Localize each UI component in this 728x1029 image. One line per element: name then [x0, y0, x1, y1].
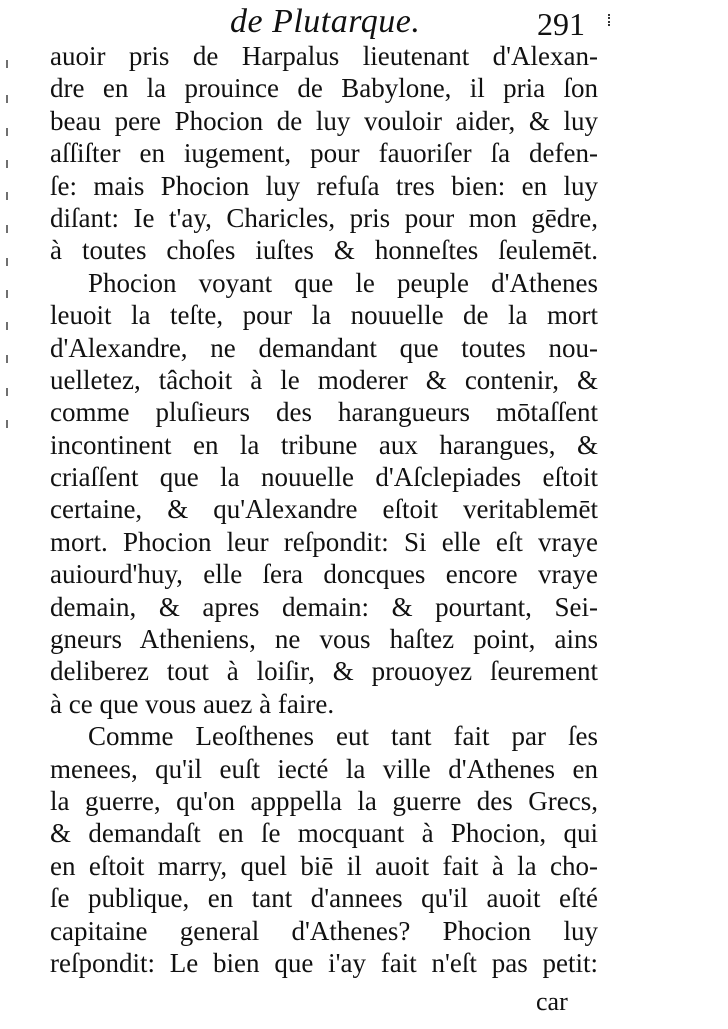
text-line: auiourd'huy, elle ſera doncques encore vraye [50, 559, 598, 590]
paragraph [50, 720, 598, 979]
text-line: gneurs Atheniens, ne vous haſtez point, ains [50, 624, 598, 655]
text-line: mort. Phocion leur reſpondit: Si elle eſt vraye [50, 526, 598, 557]
text-line: & demandaſt en ſe mocquant à Phocion, qui [50, 818, 598, 849]
text-line: diſant: Ie t'ay, Charicles, pris pour mon gēdre, [50, 202, 598, 233]
text-line: en eſtoit marry, quel biē il auoit fait à la cho- [50, 850, 598, 881]
margin-mark [608, 14, 613, 26]
text-line: menees, qu'il euſt iecté la ville d'Athenes en [50, 753, 598, 784]
text-line: capitaine general d'Athenes? Phocion luy [50, 915, 598, 946]
text-line: ſe: mais Phocion luy refuſa tres bien: en luy [50, 170, 598, 201]
running-title: de Plutarque. [230, 3, 421, 40]
text-line: Phocion voyant que le peuple d'Athenes [88, 267, 598, 298]
text-line: leuoit la teſte, pour la nouuelle de la mort [50, 300, 598, 331]
text-line: beau pere Phocion de luy vouloir aider, & luy [50, 105, 598, 136]
text-line: Comme Leoſthenes eut tant fait par ſes [88, 721, 598, 752]
text-line: d'Alexandre, ne demandant que toutes nou- [50, 332, 598, 363]
text-line: uelletez, tâchoit à le moderer & contenir, & [50, 364, 598, 395]
catchword: car [536, 987, 568, 1016]
text-line: certaine, & qu'Alexandre eſtoit veritablemēt [50, 494, 598, 525]
text-line: à ce que vous auez à faire. [50, 688, 335, 719]
text-line: reſpondit: Le bien que i'ay fait n'eſt pas petit: [50, 947, 598, 978]
paragraph [50, 40, 598, 267]
text-line: deliberez tout à loiſir, & prouoyez ſeurement [50, 656, 598, 687]
text-line: demain, & apres demain: & pourtant, Sei- [50, 591, 598, 622]
text-line: incontinent en la tribune aux harangues, & [50, 429, 598, 460]
text-line: à toutes choſes iuſtes & honneſtes ſeulemēt. [50, 235, 598, 266]
text-line: criaſſent que la nouuelle d'Aſclepiades eſtoit [50, 462, 598, 493]
text-line: ſe publique, en tant d'annees qu'il auoit eſté [50, 883, 598, 914]
paragraph [50, 267, 598, 720]
text-line: dre en la prouince de Babylone, il pria ſon [50, 73, 598, 104]
text-line: la guerre, qu'on apppella la guerre des Grecs, [50, 785, 598, 816]
body-text [50, 40, 598, 979]
left-edge-marks [0, 40, 20, 440]
text-line: auoir pris de Harpalus lieutenant d'Alexan- [50, 41, 598, 71]
text-line: aſſiſter en iugement, pour fauoriſer ſa defen- [50, 138, 598, 169]
text-line: comme pluſieurs des harangueurs mōtaſſent [50, 397, 598, 428]
page-number: 291 [537, 6, 585, 42]
